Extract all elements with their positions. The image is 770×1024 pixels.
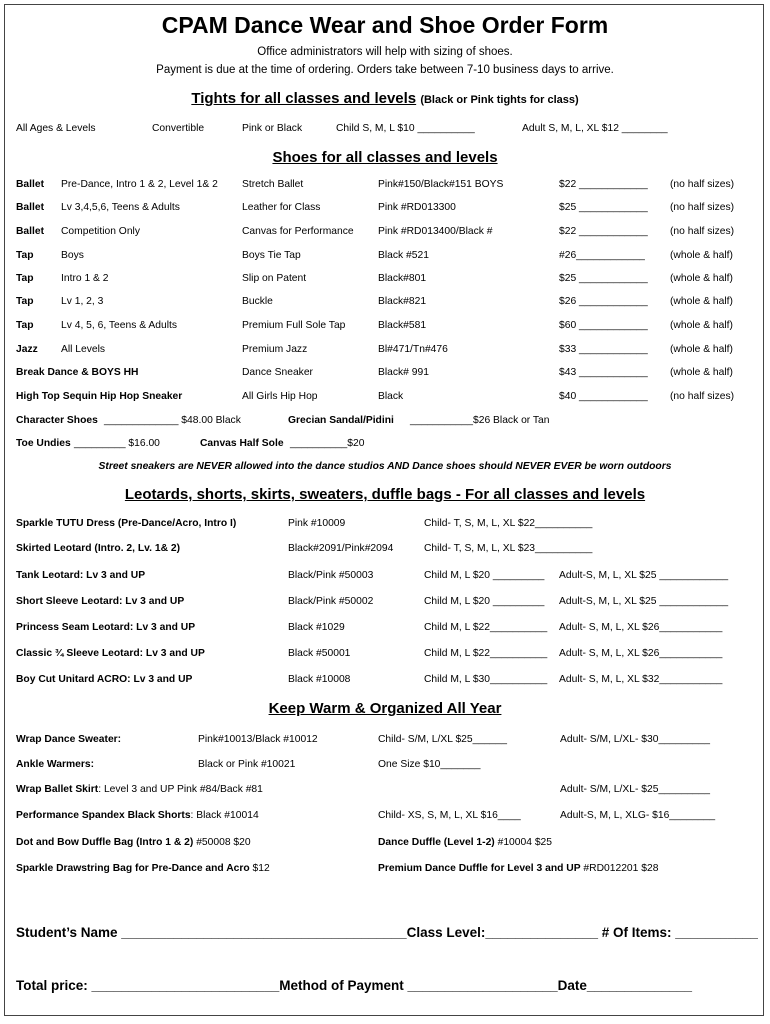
premium-duffle-row: Premium Dance Duffle for Level 3 and UP #RD012201 $28: [378, 863, 659, 874]
shoe-cell: (whole & half): [670, 320, 733, 331]
shoe-cell: (whole & half): [670, 344, 733, 355]
shoe-category: Tap: [16, 296, 34, 307]
tights-heading: Tights for all classes and levels (Black or Pink tights for class): [191, 90, 579, 107]
payment-info-line[interactable]: Total price: _________________________Method of Payment ____________________Date______________: [16, 978, 693, 993]
shoe-cell: (no half sizes): [670, 391, 735, 402]
tights-cell: Child S, M, L $10 __________: [336, 123, 475, 134]
shoes-heading: Shoes for all classes and levels: [272, 149, 498, 166]
leotard-cell: Child M, L $20 _________: [424, 596, 545, 607]
shoe-cell: (whole & half): [670, 367, 733, 378]
shoe-cell: Pre-Dance, Intro 1 & 2, Level 1& 2: [61, 179, 218, 190]
leotard-name: Boy Cut Unitard ACRO: Lv 3 and UP: [16, 674, 193, 685]
leotard-cell: Adult- S, M, L, XL $26___________: [559, 648, 723, 659]
leotard-name: Skirted Leotard (Intro. 2, Lv. 1& 2): [16, 543, 181, 554]
leotard-cell: Black #1029: [288, 622, 345, 633]
shoe-cell: Lv 4, 5, 6, Teens & Adults: [61, 320, 178, 331]
subtitle-line: Office administrators will help with sizing of shoes.: [257, 46, 513, 58]
ballet-skirt-adult: Adult- S/M, L/XL- $25_________: [560, 784, 710, 795]
shoe-cell: (whole & half): [670, 296, 733, 307]
shoe-cell: Pink #RD013400/Black #: [378, 226, 493, 237]
leotard-cell: Black #10008: [288, 674, 351, 685]
canvas-half-sole-value: __________$20: [290, 438, 365, 449]
shoe-cell: Canvas for Performance: [242, 226, 354, 237]
spandex-shorts-child: Child- XS, S, M, L, XL $16____: [378, 810, 521, 821]
shoe-cell: (whole & half): [670, 273, 733, 284]
shoe-cell: $60 ____________: [559, 320, 648, 331]
sparkle-bag-row: Sparkle Drawstring Bag for Pre-Dance and Acro $12: [16, 863, 270, 874]
student-info-line[interactable]: Student’s Name ______________________________________Class Level:_______________ # Of Items: ___________: [16, 925, 758, 940]
leotard-cell: Child M, L $30__________: [424, 674, 548, 685]
shoe-category: Ballet: [16, 202, 45, 213]
shoe-cell: Dance Sneaker: [242, 367, 313, 378]
tights-cell: Pink or Black: [242, 123, 303, 134]
leotard-cell: Black/Pink #50002: [288, 596, 374, 607]
shoe-category: Ballet: [16, 179, 45, 190]
shoe-cell: Black#801: [378, 273, 427, 284]
shoe-category: Tap: [16, 250, 34, 261]
ballet-skirt-row: Wrap Ballet Skirt: Level 3 and UP Pink #84/Back #81: [16, 784, 263, 795]
shoe-cell: Black#821: [378, 296, 427, 307]
shoe-cell: Lv 1, 2, 3: [61, 296, 104, 307]
sweater-adult: Adult- S/M, L/XL- $30_________: [560, 734, 710, 745]
sweater-label: Wrap Dance Sweater:: [16, 734, 122, 745]
shoe-cell: Buckle: [242, 296, 273, 307]
shoe-cell: #26____________: [559, 250, 645, 261]
shoe-cell: Boys: [61, 250, 84, 261]
leotard-name: Short Sleeve Leotard: Lv 3 and UP: [16, 596, 185, 607]
shoe-cell: Black #521: [378, 250, 429, 261]
warm-heading: Keep Warm & Organized All Year: [268, 700, 502, 717]
leotard-cell: Black#2091/Pink#2094: [288, 543, 394, 554]
shoe-cell: $25 ____________: [559, 273, 648, 284]
warmers-label: Ankle Warmers:: [16, 759, 95, 770]
shoe-category: High Top Sequin Hip Hop Sneaker: [16, 391, 183, 402]
subtitle-line: Payment is due at the time of ordering. Orders take between 7-10 business days to arrive.: [156, 64, 614, 76]
shoe-cell: Premium Full Sole Tap: [242, 320, 346, 331]
leotards-heading: Leotards, shorts, skirts, sweaters, duffle bags - For all classes and levels: [124, 486, 646, 503]
toe-undies-label: Toe Undies: [16, 438, 71, 449]
shoe-cell: $43 ____________: [559, 367, 648, 378]
leotard-cell: Adult-S, M, L, XL $25 ____________: [559, 570, 729, 581]
page-title: CPAM Dance Wear and Shoe Order Form: [161, 12, 609, 38]
shoe-cell: Competition Only: [61, 226, 140, 237]
canvas-half-sole-label: Canvas Half Sole: [200, 438, 284, 449]
character-shoes-value: _____________ $48.00 Black: [104, 415, 241, 426]
tights-cell: Convertible: [152, 123, 205, 134]
leotard-name: Sparkle TUTU Dress (Pre-Dance/Acro, Intro I): [16, 518, 237, 529]
leotard-name: Classic ¾ Sleeve Leotard: Lv 3 and UP: [16, 648, 205, 659]
dot-bow-duffle-row: Dot and Bow Duffle Bag (Intro 1 & 2) #50008 $20: [16, 837, 251, 848]
warmers-item: Black or Pink #10021: [198, 759, 296, 770]
spandex-shorts-row: Performance Spandex Black Shorts: Black #10014: [16, 810, 259, 821]
shoe-cell: $25 ____________: [559, 202, 648, 213]
shoe-category: Tap: [16, 273, 34, 284]
leotard-cell: Child M, L $22__________: [424, 622, 548, 633]
shoe-cell: Pink #RD013300: [378, 202, 456, 213]
sweater-child: Child- S/M, L/XL $25______: [378, 734, 507, 745]
shoe-cell: All Levels: [61, 344, 106, 355]
leotard-cell: Black/Pink #50003: [288, 570, 374, 581]
tights-cell: All Ages & Levels: [16, 123, 96, 134]
shoe-cell: Lv 3,4,5,6, Teens & Adults: [61, 202, 180, 213]
shoe-cell: $40 ____________: [559, 391, 648, 402]
grecian-sandal-label: Grecian Sandal/Pidini: [288, 415, 394, 426]
shoe-cell: Slip on Patent: [242, 273, 307, 284]
character-shoes-label: Character Shoes: [16, 415, 98, 426]
shoe-category: Break Dance & BOYS HH: [16, 367, 139, 378]
shoe-cell: $22 ____________: [559, 179, 648, 190]
leotard-cell: Adult-S, M, L, XL $25 ____________: [559, 596, 729, 607]
leotard-name: Princess Seam Leotard: Lv 3 and UP: [16, 622, 196, 633]
dance-duffle-row: Dance Duffle (Level 1-2) #10004 $25: [378, 837, 552, 848]
leotard-cell: Pink #10009: [288, 518, 346, 529]
shoe-cell: $22 ____________: [559, 226, 648, 237]
leotard-cell: Black #50001: [288, 648, 351, 659]
leotard-name: Tank Leotard: Lv 3 and UP: [16, 570, 146, 581]
shoe-cell: Black: [378, 391, 404, 402]
leotard-cell: Adult- S, M, L, XL $26___________: [559, 622, 723, 633]
shoe-cell: $26 ____________: [559, 296, 648, 307]
leotard-cell: Child- T, S, M, L, XL $22__________: [424, 518, 593, 529]
shoe-cell: Leather for Class: [242, 202, 321, 213]
shoe-cell: Black#581: [378, 320, 427, 331]
grecian-sandal-value: ___________$26 Black or Tan: [410, 415, 550, 426]
tights-cell: Adult S, M, L, XL $12 ________: [522, 123, 668, 134]
shoe-cell: (no half sizes): [670, 202, 735, 213]
sweater-item: Pink#10013/Black #10012: [198, 734, 318, 745]
shoe-cell: Black# 991: [378, 367, 429, 378]
leotard-cell: Child- T, S, M, L, XL $23__________: [424, 543, 593, 554]
shoe-cell: (whole & half): [670, 250, 733, 261]
leotard-cell: Adult- S, M, L, XL $32___________: [559, 674, 723, 685]
outdoor-note: Street sneakers are NEVER allowed into the dance studios AND Dance shoes should NEVER EVER be worn outdoors: [98, 461, 672, 472]
shoe-category: Tap: [16, 320, 34, 331]
leotard-cell: Child M, L $22__________: [424, 648, 548, 659]
shoe-cell: Boys Tie Tap: [242, 250, 301, 261]
shoe-cell: (no half sizes): [670, 226, 735, 237]
shoe-cell: Premium Jazz: [242, 344, 308, 355]
spandex-shorts-adult: Adult-S, M, L, XLG- $16________: [560, 810, 716, 821]
shoe-cell: Intro 1 & 2: [61, 273, 109, 284]
shoe-cell: Stretch Ballet: [242, 179, 304, 190]
shoe-category: Ballet: [16, 226, 45, 237]
shoe-category: Jazz: [16, 344, 38, 355]
shoe-cell: Pink#150/Black#151 BOYS: [378, 179, 504, 190]
shoe-cell: All Girls Hip Hop: [242, 391, 318, 402]
warmers-size: One Size $10_______: [378, 759, 481, 770]
leotard-cell: Child M, L $20 _________: [424, 570, 545, 581]
shoe-cell: Bl#471/Tn#476: [378, 344, 448, 355]
toe-undies-value: _________ $16.00: [74, 438, 160, 449]
shoe-cell: (no half sizes): [670, 179, 735, 190]
shoe-cell: $33 ____________: [559, 344, 648, 355]
